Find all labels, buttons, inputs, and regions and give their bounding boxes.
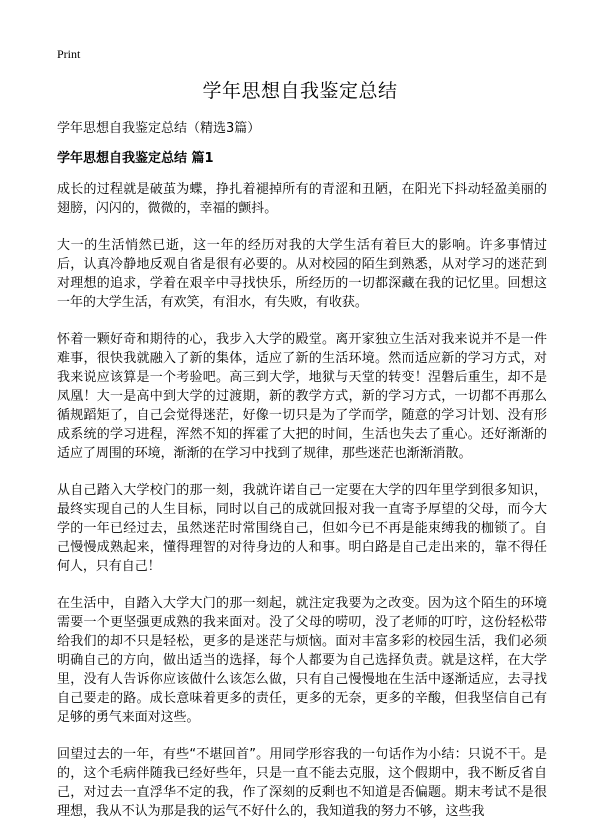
paragraph-3: 怀着一颗好奇和期待的心，我步入大学的殿堂。离开家独立生活对我来说并不是一件难事，很快我就融入了新的集体，适应了新的生活环境。然而适应新的学习方式，对我来说应该算是一个考验吧。高三到大学，地狱与天堂的转变！涅磐后重生，却不是凤凰！大一是高中到大学的过渡期，新的教学方式，新的学习方式，一切都不再那么循规蹈矩了，自己会觉得迷茫，好像一切只是为了学而学，随意的学习计划、没有形成系统的学习进程，浑然不知的挥霍了大把的时间，生活也失去了重心。还好渐渐的适应了周围的环境，渐渐的在学习中找到了规律，那些迷茫也渐渐消散。 (57, 332, 547, 461)
section-heading: 学年思想自我鉴定总结 篇1 (57, 151, 214, 166)
paragraph-1: 成长的过程就是破茧为蝶，挣扎着褪掉所有的青涩和丑陋，在阳光下抖动轻盈美丽的翅膀，闪闪的，微微的，幸福的颤抖。 (57, 182, 547, 216)
paragraph-2: 大一的生活悄然已逝，这一年的经历对我的大学生活有着巨大的影响。许多事情过后，认真冷静地反观自省是很有必要的。从对校园的陌生到熟悉，从对学习的迷茫到对理想的追求，学着在艰辛中寻找快乐，所经历的一切都深藏在我的记忆里。回想这一年的大学生活，有欢笑，有泪水，有失败，有收获。 (57, 238, 547, 310)
document-subtitle: 学年思想自我鉴定总结（精选3篇） (57, 121, 261, 136)
body-text (57, 180, 547, 839)
paragraph-5: 在生活中，自踏入大学大门的那一刻起，就注定我要为之改变。因为这个陌生的环境需要一个更坚强更成熟的我来面对。没了父母的唠叨，没了老师的叮咛，这份轻松带给我们的却不只是轻松，更多的是迷茫与烦恼。面对丰富多彩的校园生活，我们必须明确自己的方向，做出适当的选择，每个人都要为自己选择负责。就是这样，在大学里，没有人告诉你应该做什么该怎么做，只有自己慢慢地在生活中逐渐适应，去寻找自己要走的路。成长意味着更多的责任，更多的无奈，更多的辛酸，但我坚信自己有足够的勇气来面对这些。 (57, 596, 547, 725)
document-title: 学年思想自我鉴定总结 (202, 80, 398, 102)
paragraph-6: 回望过去的一年，有些“不堪回首”。用同学形容我的一句话作为小结：只说不干。是的，这个毛病伴随我已经好些年，只是一直不能去克服，这个假期中，我不断反省自己，对过去一直浮华不定的我，作了深刻的反剩也不知道是否偏题。期末考试不是很理想，我从不认为那是我的运气不好什么的，我知道我的努力不够，这些我 (57, 747, 547, 819)
print-link[interactable]: Print (57, 47, 81, 61)
paragraph-4: 从自己踏入大学校门的那一刻，我就许诺自己一定要在大学的四年里学到很多知识，最终实现自己的人生目标，同时以自己的成就回报对我一直寄予厚望的父母，而今大学的一年已经过去，虽然迷茫时常围绕自己，但如今已不再是能束缚我的枷锁了。自己慢慢成熟起来，懂得理智的对待身边的人和事。明白路是自己走出来的，靠不得任何人，只有自己！ (57, 483, 547, 574)
